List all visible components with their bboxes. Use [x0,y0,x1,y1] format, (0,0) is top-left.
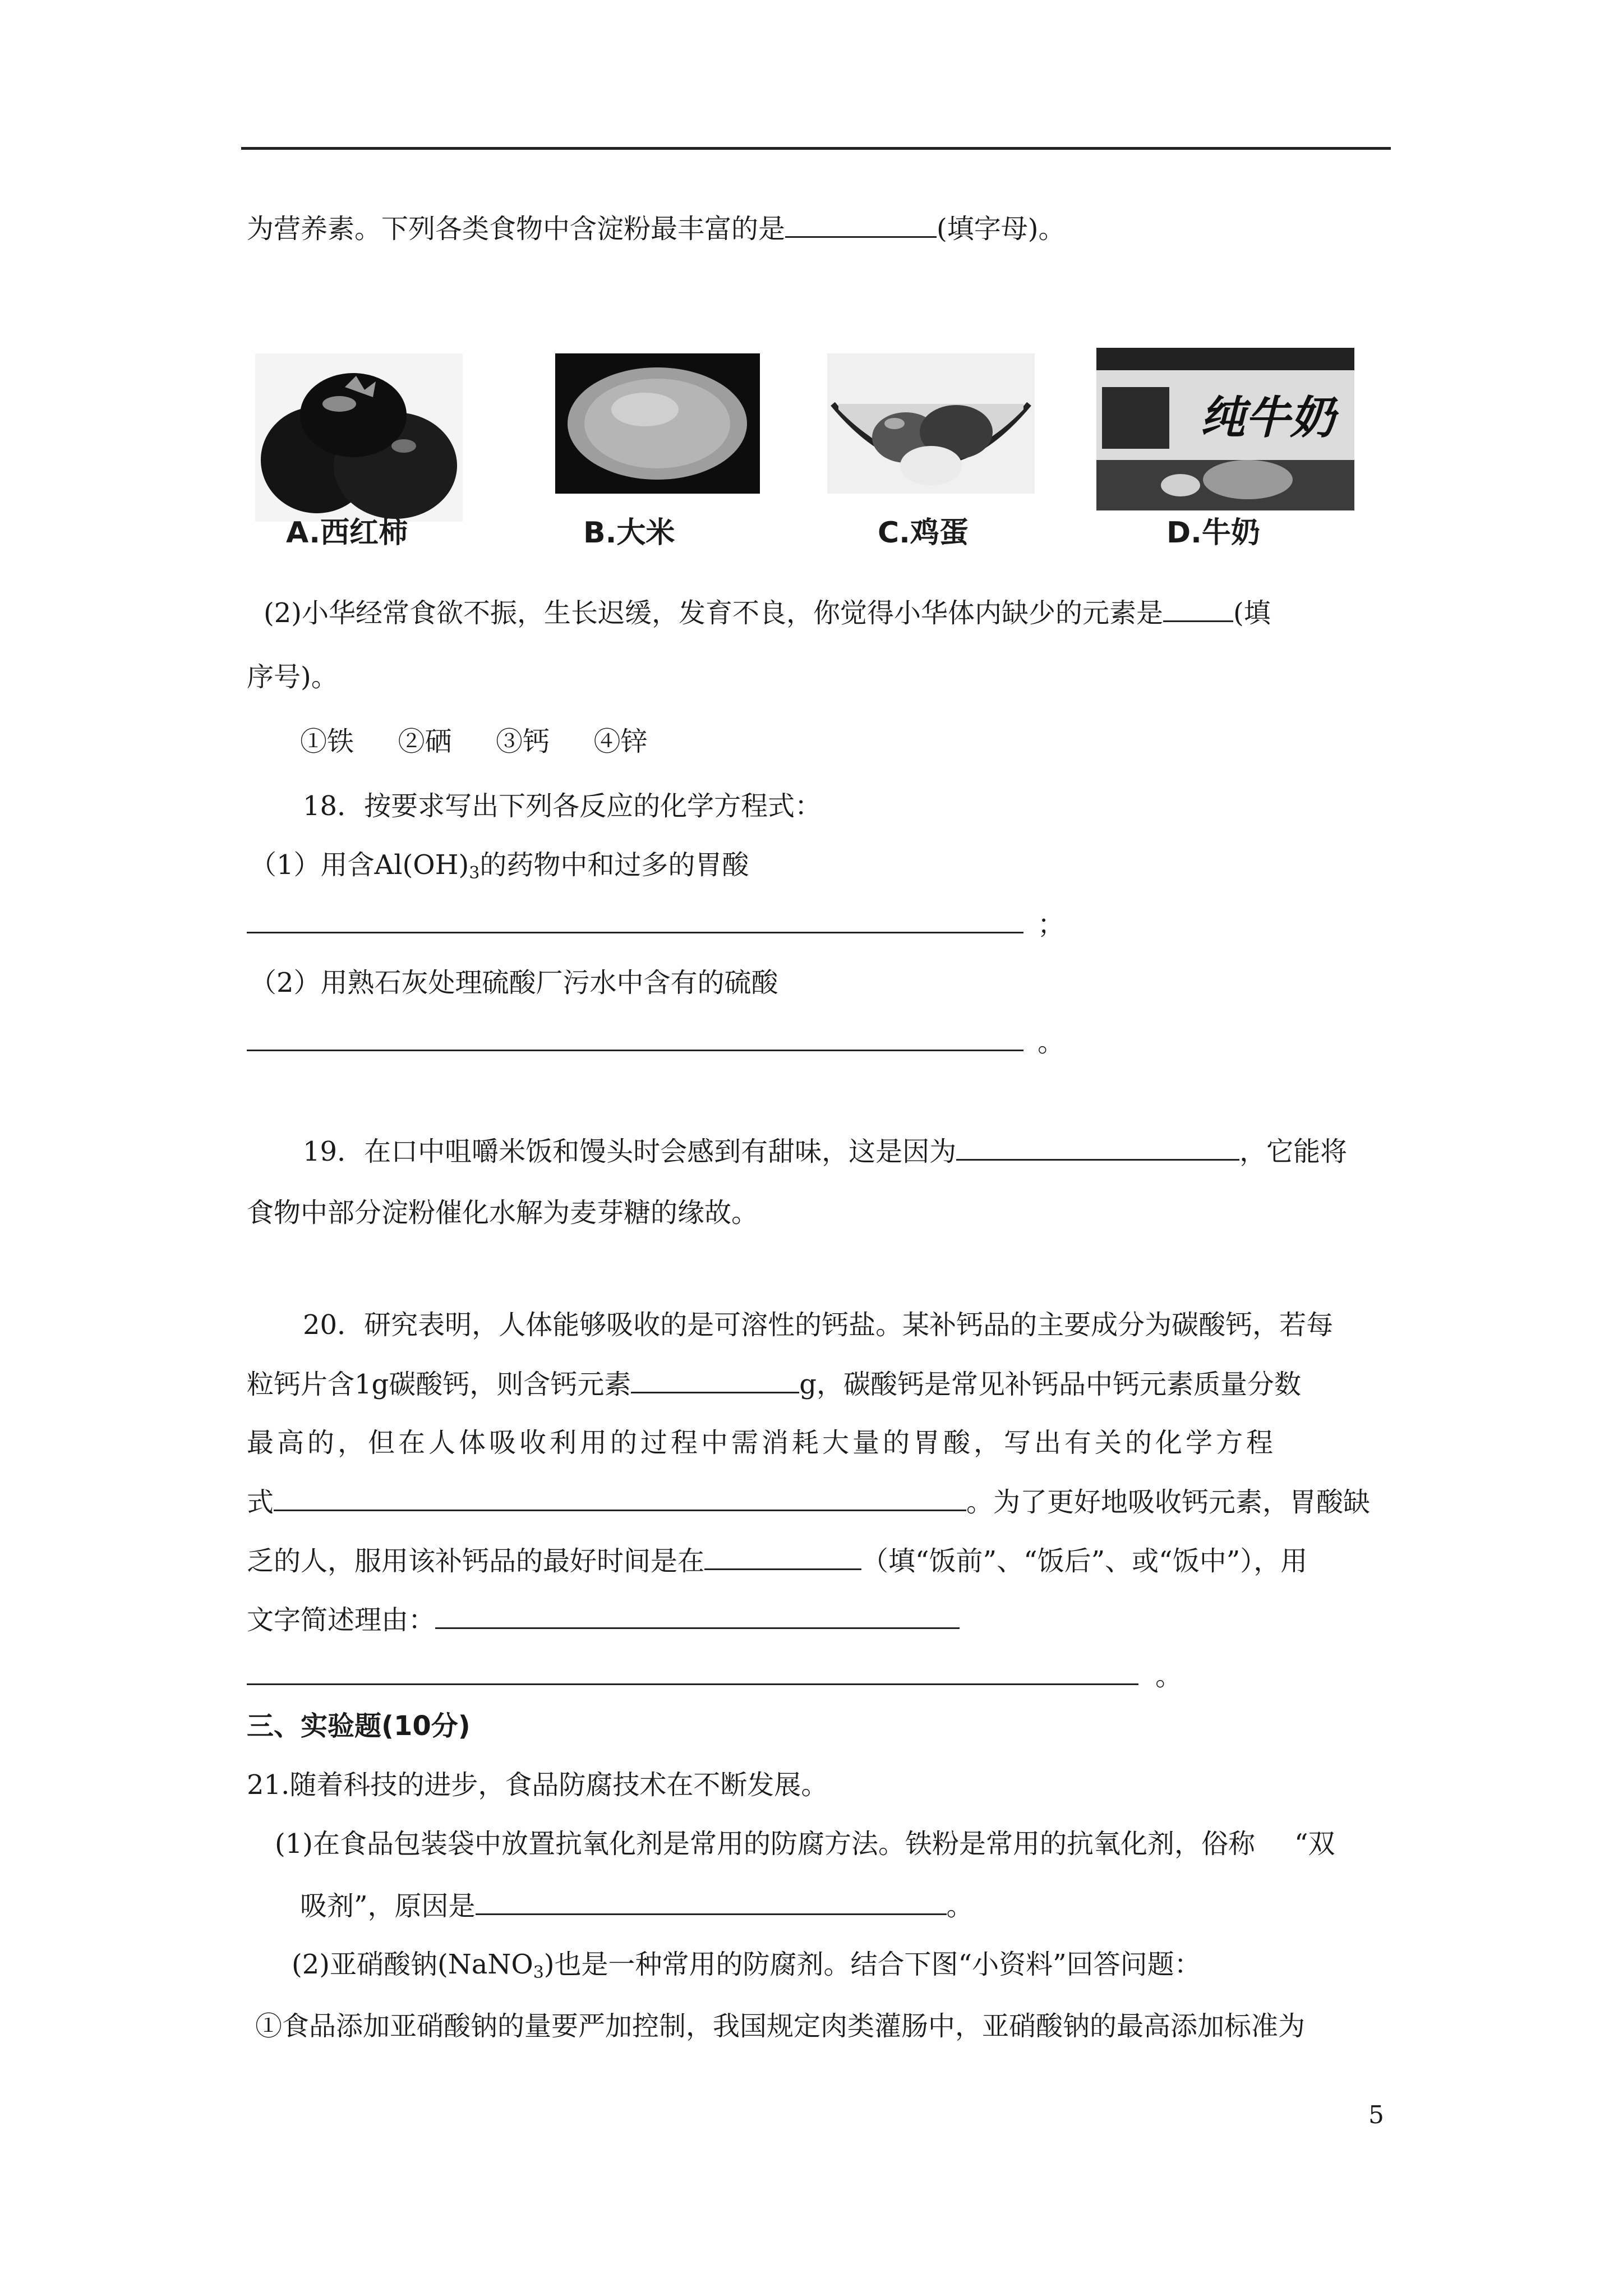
q19-text-end: ，它能将 [1239,1136,1348,1167]
q20-reason-blank-2[interactable] [247,1658,1138,1685]
option-b-label: B.大米 [583,516,675,550]
section3-title: 三、实验题(10分) [247,1710,471,1742]
option-a-label: A.西红柿 [286,516,408,550]
q17-answer-blank[interactable] [785,210,937,238]
option-c-label: C.鸡蛋 [878,516,969,550]
header-rule [241,147,1391,150]
milk-image [1096,348,1354,510]
option-d-label: D.牛奶 [1166,516,1260,550]
q18-answer1-end: ； [1038,909,1065,940]
q20-line5-text: 乏的人，服用该补钙品的最好时间是在 [247,1545,705,1577]
q20-line5-text-end: （填“饭前”、“饭后”、或“饭中”），用 [861,1545,1308,1577]
q17-p2-line2: 序号)。 [247,661,338,693]
q20-end: 。 [1155,1660,1183,1692]
q19-line1 [303,1133,1347,1170]
q21-p1-reason-label: 吸剂”，原因是 [300,1890,476,1922]
q21-title: 21.随着科技的进步，食品防腐技术在不断发展。 [247,1769,828,1801]
q21-p2 [292,1947,1201,1991]
q21-p1-reason-blank[interactable] [476,1888,947,1915]
q18-answer2-end: 。 [1038,1027,1065,1058]
q20-line7 [247,1658,1182,1694]
q17-text: 为营养素。下列各类食物中含淀粉最丰富的是 [247,213,786,245]
q18-p1-text: （1）用含Al(OH) [250,849,469,881]
q21-p1-end: 。 [946,1890,974,1922]
q17-element-choices: ①铁 ②硒 ③钙 ④锌 [300,726,648,757]
q20-line4-text: 式 [247,1487,274,1518]
q17-p2-text-end: (填 [1233,597,1271,629]
q20-line5 [247,1543,1307,1579]
q19-text: 19．在口中咀嚼米饭和馒头时会感到有甜味，这是因为 [303,1136,957,1167]
q21-p2-text: (2)亚硝酸钠(NaNO [292,1949,533,1980]
q18-answer1-blank[interactable] [247,906,1023,933]
q19-answer-blank[interactable] [956,1133,1239,1161]
q20-calcium-mass-blank[interactable] [631,1366,799,1393]
egg-image [827,353,1035,494]
q18-p1 [250,847,749,891]
rice-image [555,353,760,494]
q20-line1: 20．研究表明，人体能够吸收的是可溶性的钙盐。某补钙品的主要成分为碳酸钙，若每 [303,1309,1334,1341]
q20-time-blank[interactable] [704,1543,861,1570]
q20-reason-blank[interactable] [435,1602,960,1629]
q18-p1-subscript: 3 [469,863,480,883]
q19-line2: 食物中部分淀粉催化水解为麦芽糖的缘故。 [247,1197,759,1228]
q20-equation-blank[interactable] [274,1484,966,1511]
q18-answer1-line [247,906,1064,942]
q20-line2 [247,1366,1301,1402]
q17-text-end: (填字母)。 [937,213,1066,245]
q17-p2-line1 [264,595,1271,631]
page-number: 5 [1368,2101,1384,2129]
q20-line4-text-end: 。为了更好地吸收钙元素，胃酸缺 [966,1487,1371,1518]
q20-line6 [247,1602,960,1638]
q20-line3: 最高的，但在人体吸收利用的过程中需消耗大量的胃酸，写出有关的化学方程 [247,1427,1277,1458]
q21-p2-subscript: 3 [533,1963,544,1982]
q17-p2-answer-blank[interactable] [1163,595,1233,622]
milk-brand-text: 纯牛奶 [1200,392,1335,444]
q21-p2-text-end: )也是一种常用的防腐剂。结合下图“小资料”回答问题： [543,1949,1201,1980]
q21-p1-line1 [275,1826,1335,1862]
q20-line4 [247,1484,1370,1520]
q18-p1-text-end: 的药物中和过多的胃酸 [479,849,749,881]
q21-p1-text-end: “双 [1294,1828,1335,1860]
q17-p2-text: (2)小华经常食欲不振，生长迟缓，发育不良，你觉得小华体内缺少的元素是 [264,597,1163,629]
q17-line1 [247,210,1065,247]
q18-answer2-blank[interactable] [247,1024,1023,1051]
q20-reason-label: 文字简述理由： [247,1604,436,1636]
q21-p1-line2 [300,1888,974,1924]
q20-line2-text-end: g，碳酸钙是常见补钙品中钙元素质量分数 [799,1369,1302,1400]
tomato-image [255,353,463,522]
q21-p1-text: (1)在食品包装袋中放置抗氧化剂是常用的防腐方法。铁粉是常用的抗氧化剂，俗称 [275,1828,1255,1860]
q21-p3: ①食品添加亚硝酸钠的量要严加控制，我国规定肉类灌肠中，亚硝酸钠的最高添加标准为 [255,2010,1306,2042]
q18-answer2-line [247,1024,1064,1060]
q18-p2: （2）用熟石灰处理硫酸厂污水中含有的硫酸 [250,967,778,999]
q18-title: 18．按要求写出下列各反应的化学方程式： [303,790,822,822]
q20-line2-text: 粒钙片含1g碳酸钙，则含钙元素 [247,1369,631,1400]
